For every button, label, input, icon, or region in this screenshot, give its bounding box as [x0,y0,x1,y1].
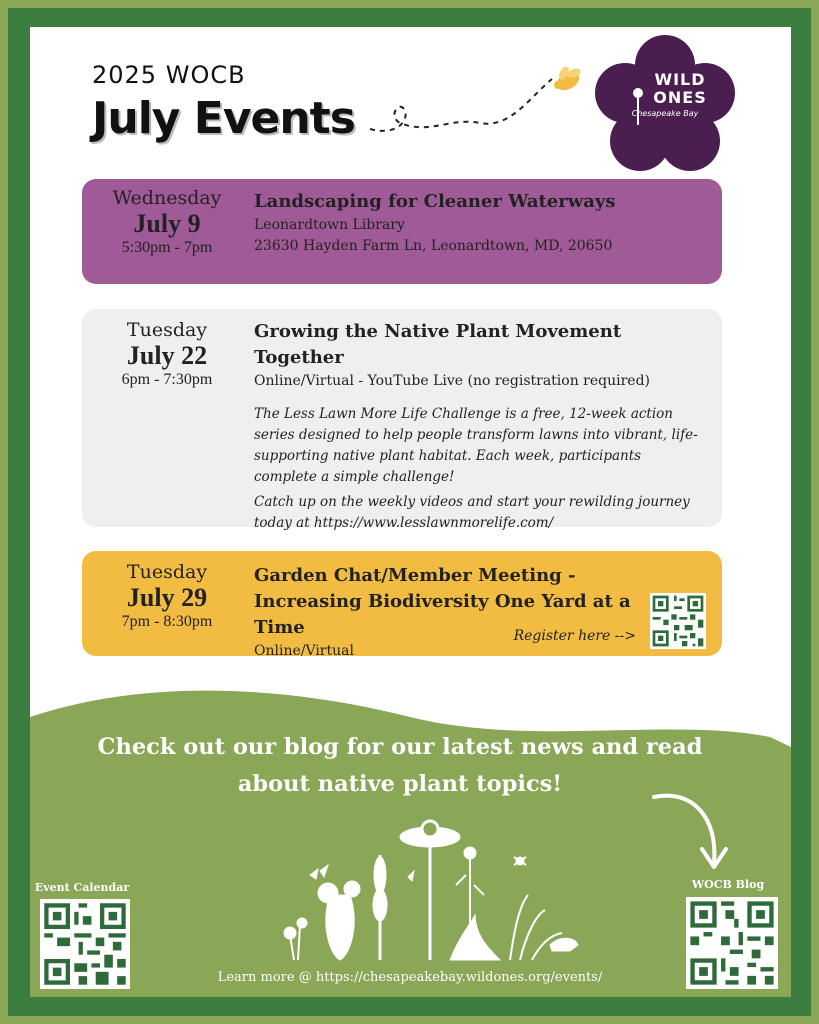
page-title: July Events [92,93,355,144]
footer-url-link[interactable]: Learn more @ https://chesapeakebay.wildones.org/events/ [217,970,603,985]
event-day: Tuesday [126,561,208,583]
event-date-block [82,561,252,631]
logo-name-line1: WILD [654,70,706,89]
bee-flight-path-icon [370,57,590,177]
event-time: 7pm - 8:30pm [121,613,213,630]
event-location: Leonardtown Library [254,217,405,233]
logo-name-line2: ONES [653,88,707,107]
event-address: 23630 Hayden Farm Ln, Leonardtown, MD, 20650 [254,238,613,254]
curved-arrow-icon [652,787,732,877]
native-flowers-illustration-icon [270,815,590,965]
event-title: Growing the Native Plant Movement Together [254,321,622,368]
event-location: Online/Virtual [254,643,354,659]
wild-ones-logo [592,35,738,175]
event-day: Wednesday [112,187,222,209]
bee-icon [554,65,583,94]
event-date: July 9 [133,209,201,238]
event-description-link[interactable]: Catch up on the weekly videos and start your rewilding journey today at https://www.lesslawnmorelife.com/ [254,494,690,531]
event-date: July 29 [126,583,208,612]
event-card-july-9 [82,179,722,284]
event-card-july-29 [82,551,722,659]
register-qr-code-icon[interactable] [650,593,706,649]
event-title: Garden Chat/Member Meeting - Increasing Biodiversity One Yard at a Time [254,565,631,638]
wocb-blog-qr-code-icon[interactable] [686,897,778,989]
event-description: The Less Lawn More Life Challenge is a free, 12-week action series designed to help people transform lawns into vibrant, life-supporting native plant habitat. Each week, participants complete a simple challenge! [254,406,698,485]
event-date: July 22 [126,341,208,370]
event-location: Online/Virtual - YouTube Live (no registration required) [254,373,650,389]
event-time: 6pm - 7:30pm [121,371,213,388]
event-date-block [82,187,252,257]
event-calendar-qr-code-icon[interactable] [40,899,130,989]
event-title: Landscaping for Cleaner Waterways [254,191,616,212]
poster-page [30,27,791,997]
logo-region: Chesapeake Bay [631,109,699,118]
event-time: 5:30pm - 7pm [121,239,213,256]
event-details [254,563,642,662]
event-details [254,319,708,534]
event-card-july-22 [82,309,722,531]
event-calendar-label: Event Calendar [34,881,130,894]
header-subtitle: 2025 WOCB [92,61,246,89]
event-day: Tuesday [126,319,208,341]
register-link[interactable]: Register here --> [513,628,636,644]
wocb-blog-label: WOCB Blog [691,878,765,891]
event-details [254,189,708,257]
blog-call-to-action: Check out our blog for our latest news and read about native plant topics! [97,734,703,797]
event-date-block [82,319,252,389]
